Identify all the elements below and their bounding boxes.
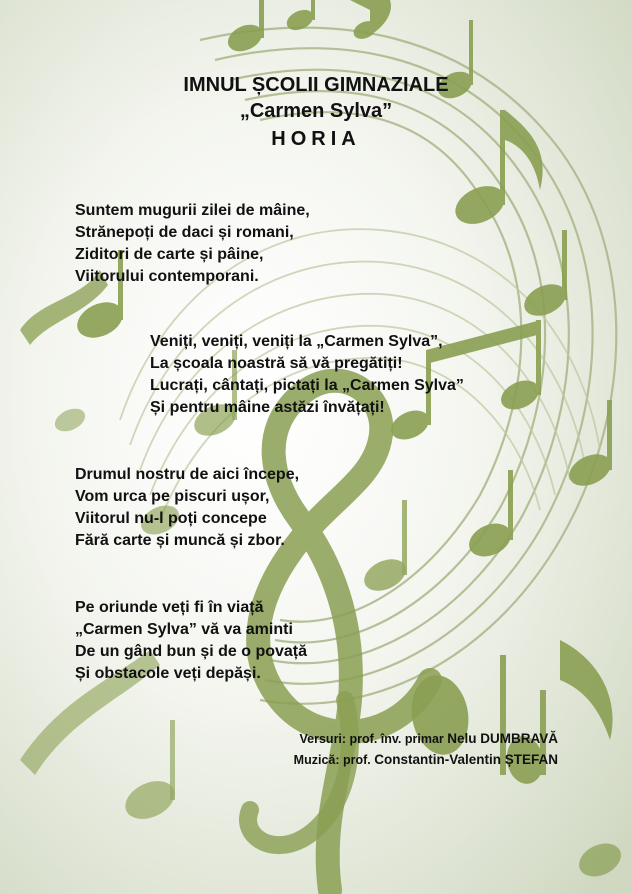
verse-line: De un gând bun și de o povață (75, 643, 308, 660)
stanza-2 (75, 464, 299, 552)
verse-line: Veniți, veniți, veniți la „Carmen Sylva”, (150, 333, 443, 350)
verse-line: Strănepoți de daci și romani, (75, 224, 294, 241)
lyrics-credit (300, 731, 558, 746)
verse-line: Suntem mugurii zilei de mâine, (75, 202, 310, 219)
verse-line: Drumul nostru de aici începe, (75, 466, 300, 483)
refrain (150, 331, 464, 419)
music-author: Constantin-Valentin ȘTEFAN (374, 752, 558, 767)
lyrics-label: Versuri: prof. înv. primar (299, 732, 448, 746)
school-name: „Carmen Sylva” (239, 100, 393, 122)
lyrics-author: Nelu DUMBRAVĂ (447, 731, 558, 746)
verse-line: Și obstacole veți depăși. (75, 665, 261, 682)
verse-line: Și pentru mâine astăzi învățați! (150, 399, 385, 416)
stanza-1 (75, 200, 310, 288)
verse-line: Fără carte și muncă și zbor. (75, 532, 285, 549)
verse-line: Pe oriunde veți fi în viață (75, 599, 264, 616)
music-label: Muzică: prof. (293, 753, 375, 767)
verse-line: Ziditori de carte și pâine, (75, 246, 264, 263)
verse-line: Vom urca pe piscuri ușor, (75, 488, 270, 505)
verse-line: Lucrați, cântați, pictați la „Carmen Sylva” (150, 377, 464, 394)
stanza-3 (75, 597, 307, 685)
verse-line: La școala noastră să vă pregătiți! (150, 355, 403, 372)
town-name: HORIA (271, 128, 361, 150)
verse-line: Viitorul nu-l poți concepe (75, 510, 267, 527)
verse-line: Viitorului contemporani. (75, 268, 259, 285)
music-credit (294, 752, 558, 767)
page-title: IMNUL ȘCOLII GIMNAZIALE (183, 74, 449, 96)
verse-line: „Carmen Sylva” vă va aminti (75, 621, 293, 638)
